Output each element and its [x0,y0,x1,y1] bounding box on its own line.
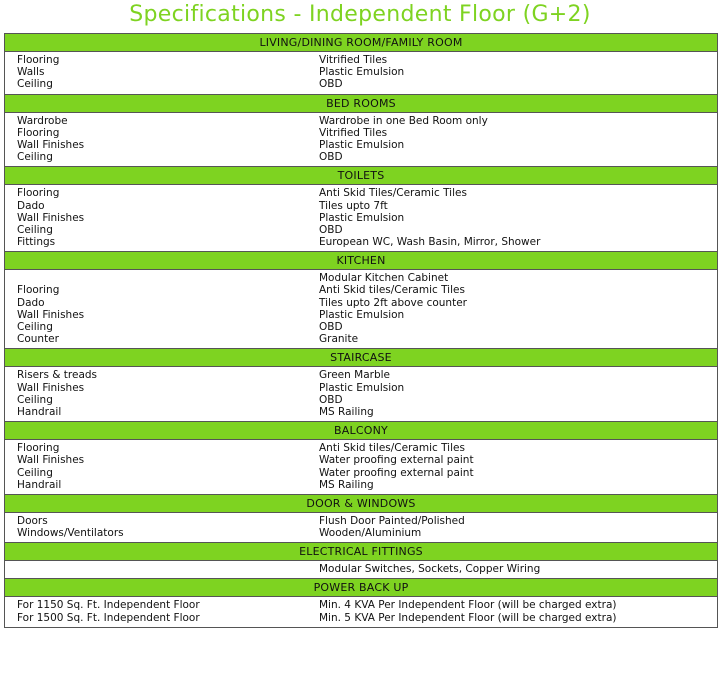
spec-label: Wall Finishes [17,308,85,321]
spec-label: Ceiling [17,78,53,91]
section-rows [5,597,717,626]
page-title: Specifications - Independent Floor (G+2) [129,2,591,27]
spec-row [5,563,717,575]
spec-row [5,284,717,296]
spec-row [5,394,717,406]
section-rows [5,513,717,542]
spec-row [5,369,717,381]
spec-row [5,479,717,491]
section-heading: BALCONY [5,421,717,440]
spec-value: MS Railing [319,405,374,418]
spec-row [5,66,717,78]
spec-label: Handrail [17,405,62,418]
section-rows [5,367,717,421]
spec-value: Plastic Emulsion [319,66,405,79]
spec-row [5,236,717,248]
spec-label: Dado [17,296,45,309]
section-heading: BED ROOMS [5,94,717,113]
spec-label: Flooring [17,126,60,139]
section-heading: DOOR & WINDOWS [5,494,717,513]
spec-value: Granite [319,333,359,346]
spec-value: OBD [319,321,343,333]
section-heading: ELECTRICAL FITTINGS [5,542,717,561]
section-rows [5,440,717,494]
spec-value: European WC, Wash Basin, Mirror, Shower [319,236,541,249]
spec-label: Dado [17,199,45,212]
spec-value: Tiles upto 7ft [319,199,388,212]
spec-value: Tiles upto 2ft above counter [319,296,467,309]
spec-value: OBD [319,393,343,406]
spec-row [5,406,717,418]
spec-row [5,139,717,151]
spec-label: Windows/Ventilators [17,527,124,540]
spec-value: OBD [319,78,343,91]
section-heading: KITCHEN [5,251,717,270]
spec-value: Water proofing external paint [319,466,474,479]
spec-label: Doors [17,514,48,527]
spec-value: Anti Skid tiles/Ceramic Tiles [319,284,465,297]
spec-label: Flooring [17,187,60,200]
spec-value: MS Railing [319,478,374,491]
spec-value: Modular Switches, Sockets, Copper Wiring [319,563,541,576]
spec-label: Ceiling [17,321,53,333]
spec-label: Flooring [17,442,60,455]
spec-row [5,442,717,454]
spec-row [5,599,717,611]
spec-value: Anti Skid Tiles/Ceramic Tiles [319,187,467,200]
spec-value: Wooden/Aluminium [319,527,422,540]
spec-label: For 1500 Sq. Ft. Independent Floor [17,611,200,624]
spec-value: Plastic Emulsion [319,211,405,224]
spec-value: Modular Kitchen Cabinet [319,272,449,285]
spec-row [5,382,717,394]
spec-value: OBD [319,151,343,164]
section-heading: STAIRCASE [5,348,717,367]
spec-label: Fittings [17,236,56,249]
spec-row [5,224,717,236]
spec-label: Ceiling [17,393,53,406]
section-heading: TOILETS [5,166,717,185]
spec-label: Risers & treads [17,369,98,382]
specifications-table [4,33,718,628]
section-rows [5,52,717,94]
spec-label: For 1150 Sq. Ft. Independent Floor [17,599,200,612]
spec-row [5,309,717,321]
spec-value: OBD [319,223,343,236]
section-heading: LIVING/DINING ROOM/FAMILY ROOM [5,33,717,52]
spec-value: Wardrobe in one Bed Room only [319,114,488,127]
spec-row [5,321,717,333]
spec-label: Wall Finishes [17,211,85,224]
spec-row [5,115,717,127]
spec-value: Plastic Emulsion [319,138,405,151]
spec-label: Wardrobe [17,114,68,127]
spec-label: Flooring [17,284,60,297]
section-rows [5,270,717,348]
section-rows [5,113,717,167]
spec-row [5,54,717,66]
spec-row [5,333,717,345]
section-rows [5,185,717,251]
spec-value: Plastic Emulsion [319,308,405,321]
spec-row [5,467,717,479]
spec-value: Vitrified Tiles [319,126,388,139]
spec-label: Counter [17,333,59,346]
spec-label: Wall Finishes [17,138,85,151]
spec-row [5,187,717,199]
spec-row [5,297,717,309]
spec-value: Min. 4 KVA Per Independent Floor (will be charged extra) [319,599,617,612]
spec-row [5,78,717,90]
spec-row [5,200,717,212]
spec-value: Plastic Emulsion [319,381,405,394]
spec-row [5,454,717,466]
spec-label: Ceiling [17,223,53,236]
section-rows [5,561,717,578]
section-heading: POWER BACK UP [5,578,717,597]
spec-value: Green Marble [319,369,390,382]
spec-row [5,212,717,224]
spec-label: Wall Finishes [17,381,85,394]
spec-row [5,527,717,539]
spec-value: Flush Door Painted/Polished [319,514,465,527]
spec-row [5,127,717,139]
spec-value: Anti Skid tiles/Ceramic Tiles [319,442,465,455]
spec-row [5,612,717,624]
spec-value: Water proofing external paint [319,454,474,467]
spec-label: Walls [17,66,45,79]
spec-row [5,515,717,527]
spec-label: Handrail [17,478,62,491]
spec-value: Min. 5 KVA Per Independent Floor (will be charged extra) [319,611,617,624]
spec-label: Ceiling [17,151,53,164]
spec-row [5,272,717,284]
spec-label: Wall Finishes [17,454,85,467]
spec-value: Vitrified Tiles [319,54,388,66]
spec-row [5,151,717,163]
spec-label: Ceiling [17,466,53,479]
spec-label: Flooring [17,54,60,66]
